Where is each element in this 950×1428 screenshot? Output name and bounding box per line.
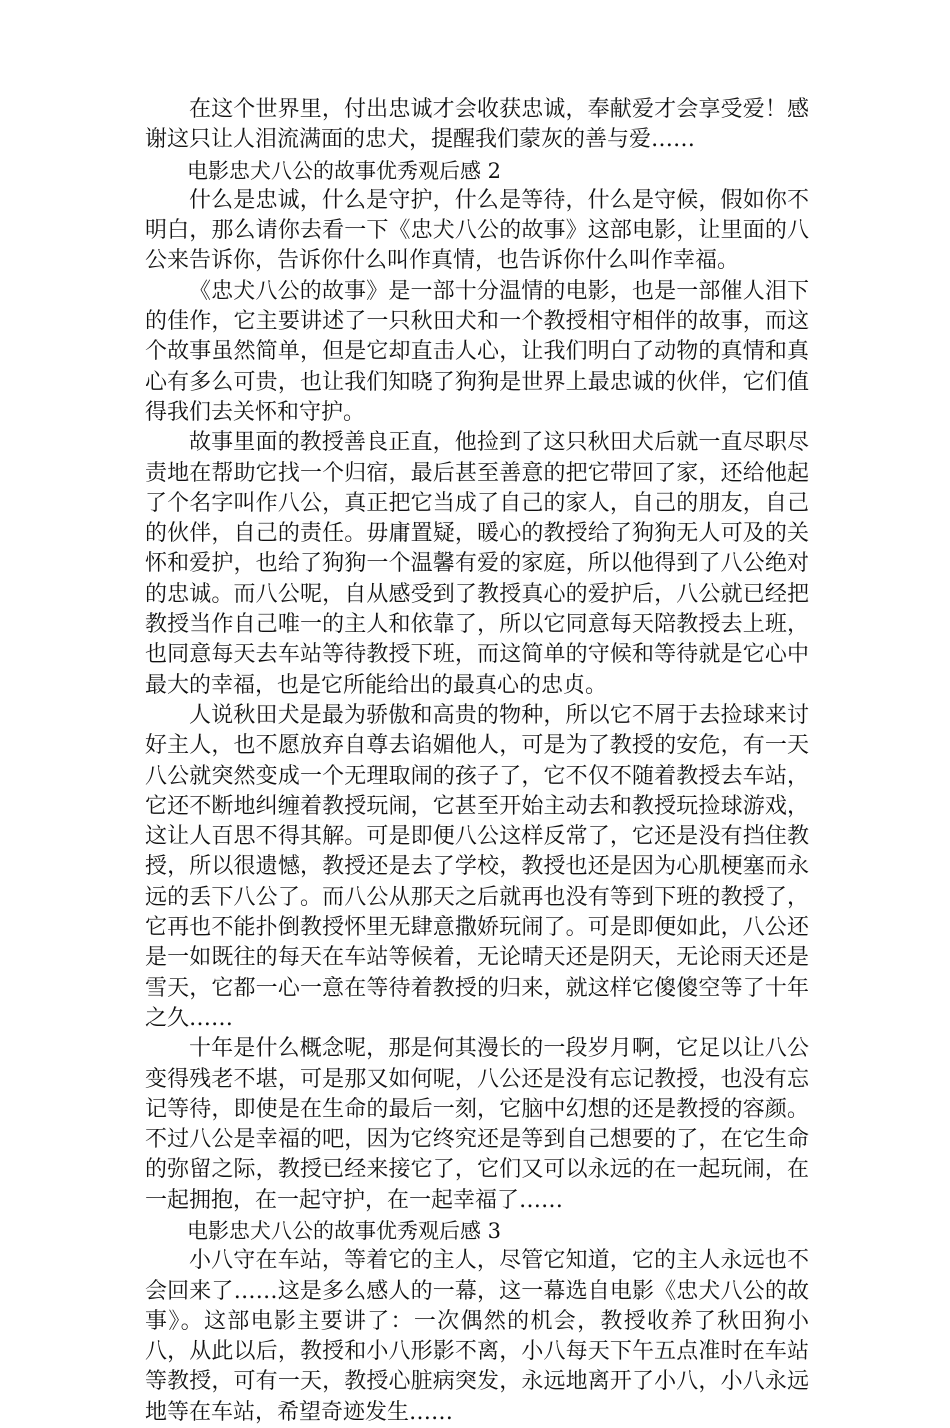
section-heading-2: 电影忠犬八公的故事优秀观后感 2 [187,158,502,183]
paragraph-what-is-loyalty: 什么是忠诚，什么是守护，什么是等待，什么是守候，假如你不明白，那么请你去看一下《忠犬八公的故事》这部电影，让里面的八公来告诉你，告诉你什么叫作真情，也告诉你什么叫作幸福。 [145,187,809,274]
paragraph-movie-summary: 《忠犬八公的故事》是一部十分温情的电影，也是一部催人泪下的佳作，它主要讲述了一只秋田犬和一个教授相守相伴的故事，而这个故事虽然简单，但是它却直击人心，让我们明白了动物的真情和真心有多么可贵，也让我们知晓了狗狗是世界上最忠诚的伙伴，它们值得我们去关怀和守护。 [145,278,809,425]
paragraph-ten-years: 十年是什么概念呢，那是何其漫长的一段岁月啊，它足以让八公变得残老不堪，可是那又如何呢，八公还是没有忘记教授，也没有忘记等待，即使是在生命的最后一刻，它脑中幻想的还是教授的容颜。不过八公是幸福的吧，因为它终究还是等到自己想要的了，在它生命的弥留之际，教授已经来接它了，它们又可以永远的在一起玩闹，在一起拥抱，在一起守护，在一起幸福了…… [145,1036,809,1213]
section-heading-3: 电影忠犬八公的故事优秀观后感 3 [187,1218,502,1243]
paragraph-professor: 故事里面的教授善良正直，他捡到了这只秋田犬后就一直尽职尽责地在帮助它找一个归宿，最后甚至善意的把它带回了家，还给他起了个名字叫作八公，真正把它当成了自己的家人，自己的朋友，自己的伙伴，自己的责任。毋庸置疑，暖心的教授给了狗狗无人可及的关怀和爱护，也给了狗狗一个温馨有爱的家庭，所以他得到了八公绝对的忠诚。而八公呢，自从感受到了教授真心的爱护后，八公就已经把教授当作自己唯一的主人和依靠了，所以它同意每天陪教授去上班，也同意每天去车站等待教授下班，而这简单的守候和等待就是它心中最大的幸福，也是它所能给出的最真心的忠贞。 [145,430,809,698]
paragraph-akita-pride: 人说秋田犬是最为骄傲和高贵的物种，所以它不屑于去捡球来讨好主人，也不愿放弃自尊去谄媚他人，可是为了教授的安危，有一天八公就突然变成一个无理取闹的孩子了，它不仅不随着教授去车站，它还不断地纠缠着教授玩闹，它甚至开始主动去和教授玩捡球游戏，这让人百思不得其解。可是即便八公这样反常了，它还是没有挡住教授，所以很遗憾，教授还是去了学校，教授也还是因为心肌梗塞而永远的丢下八公了。而八公从那天之后就再也没有等到下班的教授了，它再也不能扑倒教授怀里无肆意撒娇玩闹了。可是即便如此，八公还是一如既往的每天在车站等候着，无论晴天还是阴天，无论雨天还是雪天，它都一心一意在等待着教授的归来，就这样它傻傻空等了十年之久…… [145,702,809,1031]
paragraph-xiaoba-station: 小八守在车站，等着它的主人，尽管它知道，它的主人永远也不会回来了……这是多么感人的一幕，这一幕选自电影《忠犬八公的故事》。这部电影主要讲了：一次偶然的机会，教授收养了秋田狗小八，从此以后，教授和小八形影不离，小八每天下午五点准时在车站等教授，可有一天，教授心脏病突发，永远地离开了小八，小八永远地等在车站，希望奇迹发生…… [145,1248,809,1425]
paragraph-intro: 在这个世界里，付出忠诚才会收获忠诚，奉献爱才会享受爱！感谢这只让人泪流满面的忠犬，提醒我们蒙灰的善与爱…… [145,97,809,153]
document-page [145,95,809,1428]
